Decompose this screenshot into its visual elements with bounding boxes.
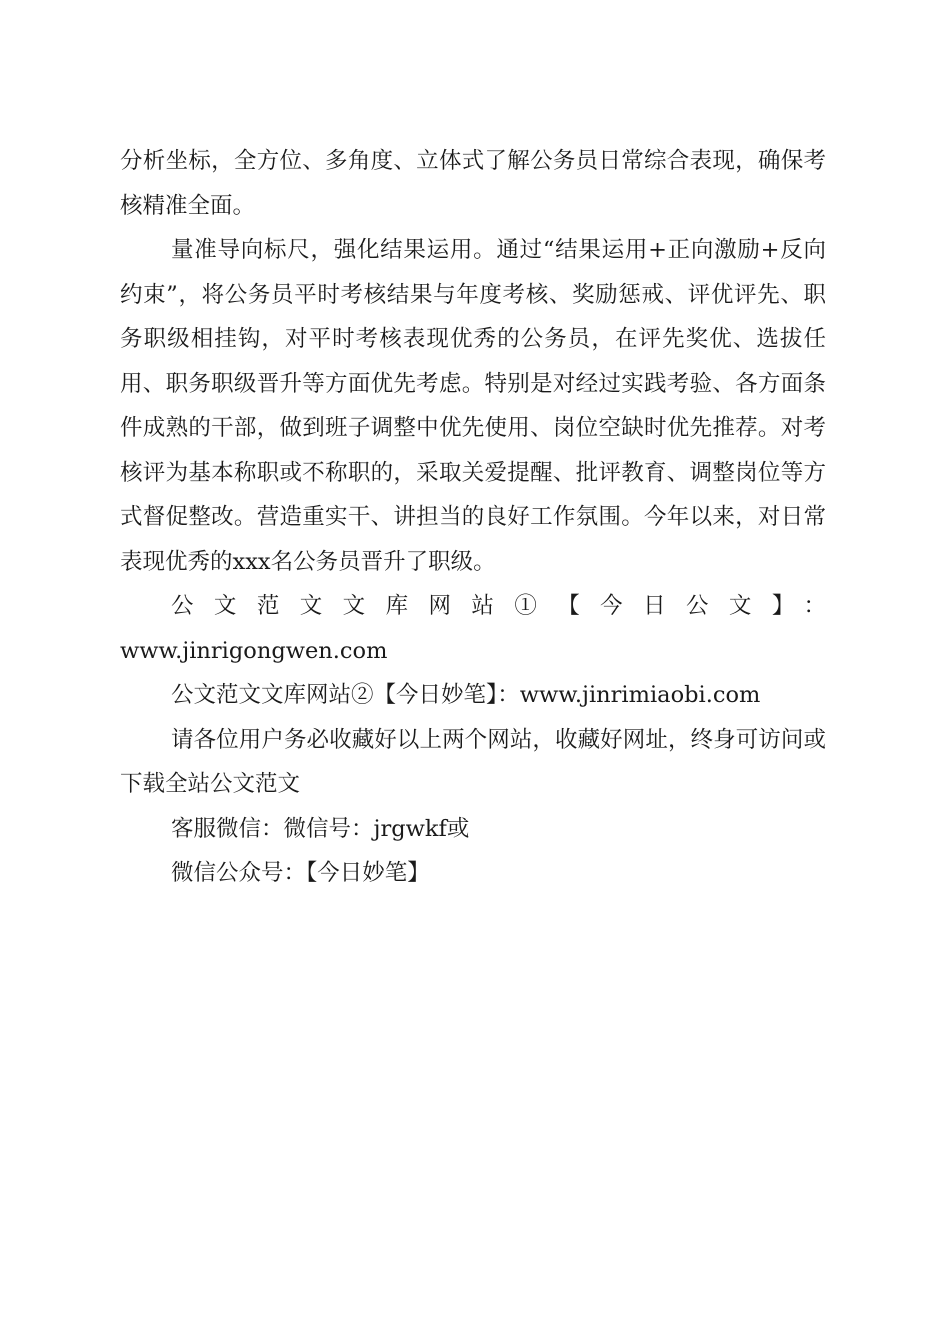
paragraph-continuation: 分析坐标，全方位、多角度、立体式了解公务员日常综合表现，确保考核精准全面。 xyxy=(120,148,826,219)
wechat-public-account: 微信公众号：【今日妙笔】 xyxy=(171,860,430,886)
website-2-line: 公文范文文库网站②【今日妙笔】：www.jinrimiaobi.com xyxy=(171,682,761,708)
paragraph-results-application: 量准导向标尺，强化结果运用。通过“结果运用+正向激励+反向约束”，将公务员平时考核结果与年度考核、奖励惩戒、评优评先、职务职级相挂钩，对平时考核表现优秀的公务员，在评先奖优、选拔任用、职务职级晋升等方面优先考虑。特别是对经过实践考验、各方面条件成熟的干部，做到班子调整中优先使用、岗位空缺时优先推荐。对考核评为基本称职或不称职的，采取关爱提醒、批评教育、调整岗位等方式督促整改。营造重实干、讲担当的良好工作氛围。今年以来，对日常表现优秀的xxx名公务员晋升了职级。 xyxy=(120,237,826,575)
document-body xyxy=(120,139,826,896)
customer-service-wechat: 客服微信：微信号：jrgwkf或 xyxy=(171,815,470,842)
website-1-url: www.jinrigongwen.com xyxy=(120,637,388,664)
website-1-label: 公文范文文库网站①【今日公文】： xyxy=(171,593,826,619)
website-1-line xyxy=(120,584,826,673)
bookmark-reminder: 请各位用户务必收藏好以上两个网站，收藏好网址，终身可访问或下载全站公文范文 xyxy=(120,726,826,797)
